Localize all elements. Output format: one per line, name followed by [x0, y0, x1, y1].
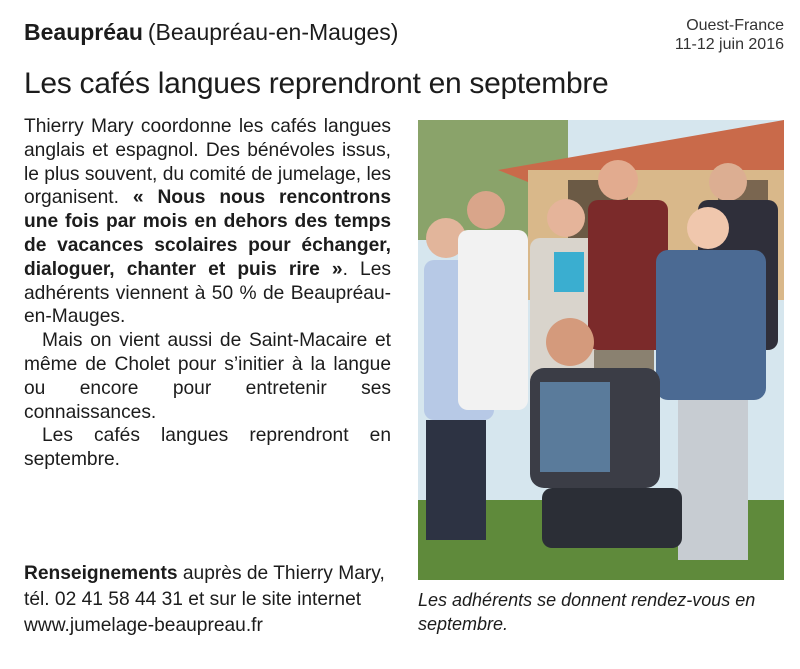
group-photo — [418, 120, 784, 580]
city-label — [24, 18, 398, 46]
photo-caption: Les adhérents se donnent rendez-vous en septembre. — [418, 590, 756, 634]
contact-info — [24, 561, 391, 639]
paragraph-1-end: . Les adhérents viennent à 50 % de Beaupréau-en-Mauges. — [24, 258, 391, 328]
headline: Les cafés langues reprendront en septembre — [24, 67, 609, 100]
newspaper-name: Ouest-France — [686, 17, 784, 34]
city-subtitle: (Beaupréau-en-Mauges) — [147, 19, 399, 45]
quote: « Nous nous rencontrons une fois par mois en dehors des temps de vacances scolaires pour échanger, dialoguer, chanter et puis rire » — [24, 187, 391, 280]
info-label: Renseignements — [24, 563, 178, 584]
paragraph-2: Mais on vient aussi de Saint-Macaire et même de Cholet pour s’initier à la langue ou encore pour entretenir ses connaissances. — [24, 330, 391, 423]
paragraph-1 — [24, 115, 391, 329]
article-body — [24, 115, 391, 472]
city-name: Beaupréau — [24, 19, 143, 45]
source-info — [675, 16, 784, 54]
publication-date: 11-12 juin 2016 — [674, 36, 784, 53]
article-header — [24, 16, 784, 56]
paragraph-3: Les cafés langues reprendront en septembre. — [24, 425, 391, 471]
paragraph-1-intro: Thierry Mary coordonne les cafés langues anglais et espagnol. Des bénévoles issus, le plus souvent, du comité de jumelage, les organisent. — [24, 116, 391, 209]
info-text: auprès de Thierry Mary, tél. 02 41 58 44 31 et sur le site internet www.jumelage-beaupreau.fr — [24, 563, 385, 636]
